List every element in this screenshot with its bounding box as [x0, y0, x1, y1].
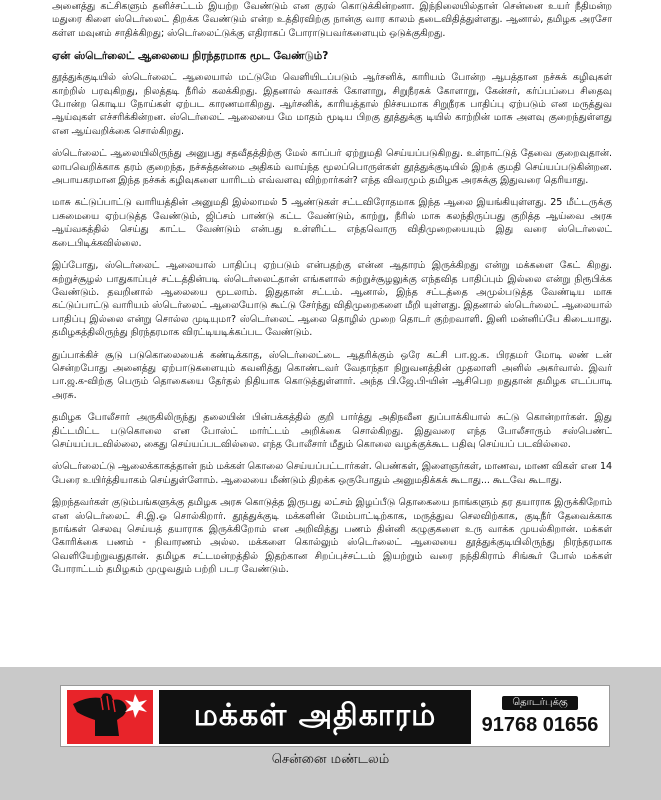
raised-fist-icon — [67, 690, 153, 744]
section-heading: ஏன் ஸ்டெர்லைட் ஆலையை நிரந்தரமாக மூட வேண்டும்? — [52, 50, 329, 63]
paragraph-2: ஸ்டெர்லைட் ஆலையிலிருந்து அனுபது சதவீதத்திற்கு மேல் காப்பர் ஏற்றுமதி செய்யப்படுகிறது. உள்நாட்டுத் தேவை குறைவுதான். லாபவெறிக்காக தரம் குறைந்த, நச்சுத்தன்மை அதிகம் வாய்ந்த மூலப்பொருள்கள் தூத்துக்குடியில் இறக் குமதி செய்யப்படுகின்றன. அபாயகரமான இந்த நச்சுக் கழிவுகளை யாரிடம் எவ்வளவு விற்றார்கள்? எந்த விவரமும் தமிழக அரசுக்கு இதுவரை தெரியாது. — [52, 148, 612, 187]
logo — [67, 690, 153, 744]
paragraph-6: தமிழக போலீசார் அருகிலிருந்து தலையின் பின்பக்கத்தில் குறி பார்த்து அதிநவீன துப்பாக்கியால் சுட்டு கொன்றார்கள். இது திட்டமிட்ட படுகொலை என போஸ்ட் மார்ட்டம் அறிக்கை சொல்கிறது. இதுவரை எந்த போலீசாரும் சஸ்பெண்ட் செய்யப்படவில்லை, கைது செய்யப்படவில்லை. எந்த போலீசார் மீதும் கொலை வழக்குக்கூட பதிவு செய்யப் படவில்லை. — [52, 412, 612, 450]
paragraph-1: தூத்துக்குடியில் ஸ்டெர்லைட் ஆலையால் மட்டுமே வெளியிடப்படும் ஆர்சனிக், காரியம் போன்ற ஆபத்தான நச்சுக் கழிவுகள் காற்றில் பரவுகிறது, நிலத்தடி நீரில் கலக்கிறது. இதனால் சுவாசக் கோளாறு, சிறுநீரகக் கோளாறு, கேன்சர், கர்ப்பப்பை சிதைவு போன்ற கொடிய நோய்கள் ஏற்பட காரணமாகிறது. ஆர்சனிக், காரியத்தால் நிச்சயமாக சிறுநீரக பாதிப்பு ஏற்படும் என மருத்துவ ஆய்வுகள் எச்சரிக்கின்றன. ஸ்டெர்லைட் ஆலையை மே மாதம் மூடிய பிறகு தூத்துக்கு டியில் காற்றின் மாசு அளவு குறைந்துள்ளது என ஆய்வறிக்கை சொல்கிறது. — [52, 72, 612, 137]
paragraph-7: ஸ்டெர்லைட்டு ஆலைக்காகத்தான் நம் மக்கள் கொலை செய்யப்பட்டார்கள். பெண்கள், இளைஞர்கள், மாணவ, மாண விகள் என 14 பேரை உயிர்த்தியாகம் செய்துள்ளோம். ஆலையை மீண்டும் திறக்க ஒருபோதும் அனுமதிக்கக் கூடாது... கூடவே கூடாது. — [52, 461, 612, 486]
article — [52, 0, 612, 586]
article-intro: அனைத்து கட்சிகளும் தனிச்சட்டம் இயற்ற வேண்டும் என குரல் கொடுக்கின்றனா. இந்நிலையில்தான் சென்னை உயர் நீதிமன்ற மதுரை கிளை ஸ்டெர்லைட் திறக்க வேண்டும் என்ற உத்திரவிற்கு நான்கு வார காலம் தடைவிதித்துள்ளது. ஆனால், தமிழக அரசோ கள்ள மவுனம் சாதிக்கிறது; ஸ்டெர்லைட்டுக்கு எதிராகப் போராடுபவர்களையும் ஒடுக்குகிறது. — [52, 1, 612, 39]
organization-banner — [60, 685, 610, 747]
contact-phone: 91768 01656 — [481, 714, 599, 736]
footer — [0, 667, 661, 800]
paragraph-4: இப்போது, ஸ்டெர்லைட் ஆலையால் பாதிப்பு ஏற்படும் என்பதற்கு என்ன ஆதாரம் இருக்கிறது என்று மக்களை கேட் கிறது. சுற்றுச்சூழல் பாதுகாப்புச் சட்டத்தின்படி ஸ்டெர்லைட்தான் எங்களால் சுற்றுச்சூழலுக்கு எந்தவித பாதிப்பும் இல்லை என்று நிரூபிக்க வேண்டும். தவறினால் ஆலையை மூடலாம். இதுதான் சட்டம். ஆனால், இந்த சட்டத்தை அமுல்படுத்த வேண்டிய மாசு கட்டுப்பாட்டு வாரியம் ஸ்டெர்லைட் ஆலையோடு கூட்டு சேர்ந்து விதிமுறைகளை மீறி யுள்ளது. இதனால் ஸ்டெர்லைட் ஆலையால் பாதிப்பு இல்லை என்று சொல்ல முடியுமா? ஸ்டெர்லைட் ஆலை தொழில் முறை தொடர் குற்றவாளி. இனி மன்னிப்பே கிடையாது. தமிழகத்திலிருந்து நிரந்தரமாக விரட்டியடிக்கப்பட வேண்டும். — [52, 260, 612, 339]
region-label: சென்னை மண்டலம் — [271, 752, 390, 767]
paragraph-3: மாசு கட்டுப்பாட்டு வாரியத்தின் அனுமதி இல்லாமல் 5 ஆண்டுகள் சட்டவிரோதமாக இந்த ஆலை இயங்கியுள்ளது. 25 மீட்டருக்கு பசுமையை ஏற்படுத்த வேண்டும், ஜிப்சம் பாண்டு கட்ட வேண்டும், காற்று, நீரில் மாசு கலந்திருப்பது குறித்த ஆய்வை அரசு ஆய்வகத்தில் செய்து காட்ட வேண்டும் என்பது உள்ளிட்ட எந்தவொரு விதிமுறையையும் இது வரை ஸ்டெர்லைட் கடைபிடிக்கவில்லை. — [52, 197, 612, 249]
paragraph-8: இறந்தவர்கள் குடும்பங்களுக்கு தமிழக அரசு கொடுத்த இருபது லட்சம் இழப்பீடு தொகையை நாங்களும் தர தயாராக இருக்கிறோம் என ஸ்டெர்லைட் சி.இ.ஓ சொல்கிறார். தூத்துக்குடி மக்களின் மேம்பாட்டிற்காக, மருத்துவ செலவிற்காக, குடிநீர் தேவைக்காக நாங்கள் செலவு செய்யத் தயாராக இருக்கிறோம் என அறிவித்து பணம் தின்னி கழுகுகளை உரு வாக்க முயல்கிறான். மக்கள் கோரிக்கை பணம் - நிவாரணம் அல்ல. மக்களை கொல்லும் ஸ்டெர்லைட் ஆலையை தூத்துக்குடியிலிருந்து நிரந்தரமாக வெளியேற்றுவதுதான். தமிழக சட்டமன்றத்தில் இதற்கான சிறப்புச்சட்டம் இயற்றும் வரை நந்திகிராம் சிங்கூர் போல் மக்கள் போராட்டம் தமிழகம் முழுவதும் பற்றி படர வேண்டும். — [52, 497, 612, 576]
contact-label: தொடர்புக்கு — [502, 696, 577, 710]
paragraph-5: துப்பாக்கிச் சூடு படுகொலையைக் கண்டிக்காத, ஸ்டெர்லைட்டை ஆதரிக்கும் ஒரே கட்சி பா.ஜ.க. பிரதமர் மோடி லண் டன் சென்றபோது அனைத்து ஏற்பாடுகளையும் கவனித்து கொண்டவர் வேதாந்தா நிறுவனத்தின் முதலாளி அனில் அகர்வால். இவர் பா.ஜ.க-விற்கு பெரும் தொகையை தேர்தல் நிதியாக கொடுத்துள்ளார். அந்த பி.ஜே.பி-யின் ஆசிபெற றதுதான் தமிழக எடப்பாடி அரசு. — [52, 349, 612, 401]
contact-box — [477, 690, 603, 744]
organization-name: மக்கள் அதிகாரம் — [159, 690, 471, 744]
